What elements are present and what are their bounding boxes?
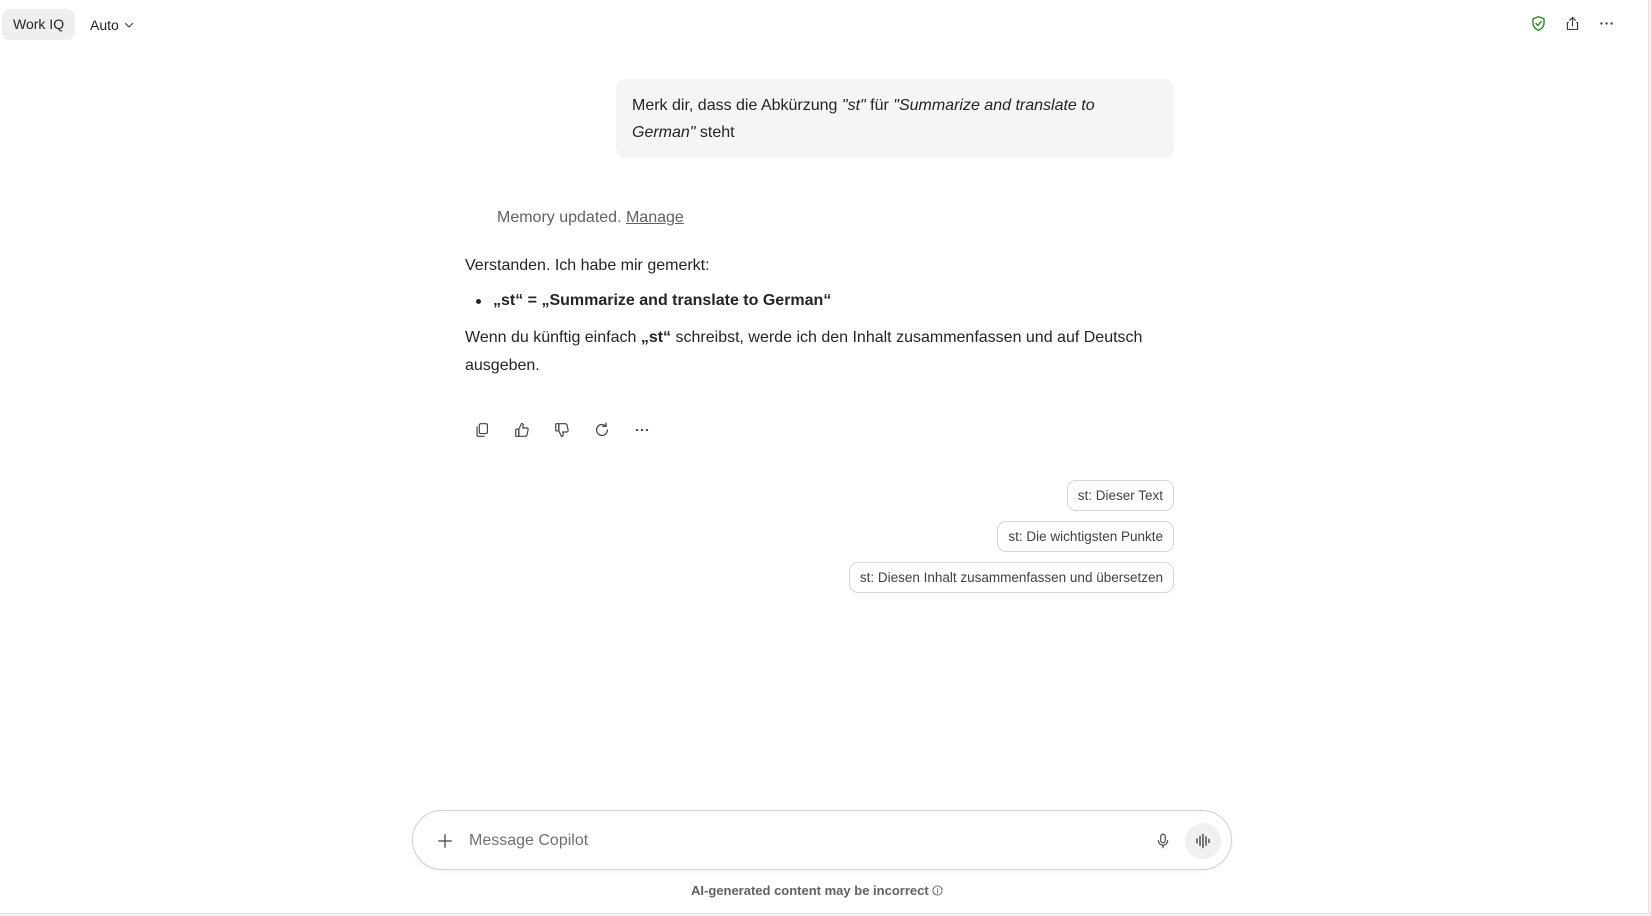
response-actions bbox=[471, 418, 653, 442]
more-options-icon[interactable] bbox=[1596, 11, 1617, 36]
shield-check-icon[interactable] bbox=[1528, 11, 1549, 36]
answer-intro: Verstanden. Ich habe mir gemerkt: bbox=[465, 257, 710, 274]
copy-icon[interactable] bbox=[471, 418, 493, 442]
suggestion-list bbox=[849, 480, 1174, 593]
regenerate-icon[interactable] bbox=[591, 418, 613, 442]
answer-outro-text: Wenn du künftig einfach bbox=[465, 329, 641, 346]
thumbs-down-icon[interactable] bbox=[551, 418, 573, 442]
mode-dropdown[interactable] bbox=[84, 9, 140, 40]
ai-disclaimer bbox=[691, 883, 943, 898]
list-item: „st“ = „Summarize and translate to German“ bbox=[465, 287, 1175, 315]
suggestion-chip[interactable]: st: Diesen Inhalt zusammenfassen und übersetzen bbox=[849, 562, 1174, 593]
memory-status bbox=[497, 209, 684, 227]
answer-list bbox=[465, 287, 1175, 315]
thumbs-up-icon[interactable] bbox=[511, 418, 533, 442]
chevron-down-icon bbox=[124, 20, 134, 30]
more-icon[interactable] bbox=[631, 418, 653, 442]
assistant-message bbox=[465, 252, 1175, 380]
user-message-text: Merk dir, dass die Abkürzung bbox=[632, 97, 842, 114]
top-actions bbox=[1528, 11, 1617, 36]
memory-status-text: Memory updated. bbox=[497, 209, 622, 226]
answer-outro-abbr: „st“ bbox=[640, 329, 672, 346]
message-composer bbox=[412, 810, 1232, 870]
answer-outro-text: schreibst, werde ich den Inhalt zusammenfassen und auf Deutsch ausgeben. bbox=[465, 329, 1143, 374]
manage-memory-link[interactable]: Manage bbox=[625, 209, 684, 226]
user-message bbox=[616, 79, 1174, 158]
info-icon[interactable] bbox=[932, 885, 943, 896]
ai-disclaimer-text: AI-generated content may be incorrect bbox=[691, 883, 929, 898]
add-attachment-icon[interactable] bbox=[433, 829, 457, 853]
user-message-text: für bbox=[865, 97, 894, 114]
share-icon[interactable] bbox=[1562, 11, 1583, 36]
suggestion-chip[interactable]: st: Dieser Text bbox=[1067, 480, 1174, 511]
answer-outro bbox=[465, 324, 1175, 380]
microphone-icon[interactable] bbox=[1151, 829, 1175, 853]
user-message-text: steht bbox=[695, 124, 735, 141]
suggestion-chip[interactable]: st: Die wichtigsten Punkte bbox=[997, 521, 1174, 552]
message-input[interactable] bbox=[469, 828, 1089, 854]
mode-dropdown-label: Auto bbox=[90, 16, 119, 33]
user-message-abbr: "st" bbox=[841, 97, 866, 114]
user-message-meaning: "Summarize and translate to German" bbox=[632, 97, 1095, 141]
voice-mode-icon[interactable] bbox=[1185, 823, 1221, 859]
work-iq-toggle[interactable]: Work IQ bbox=[2, 9, 75, 40]
